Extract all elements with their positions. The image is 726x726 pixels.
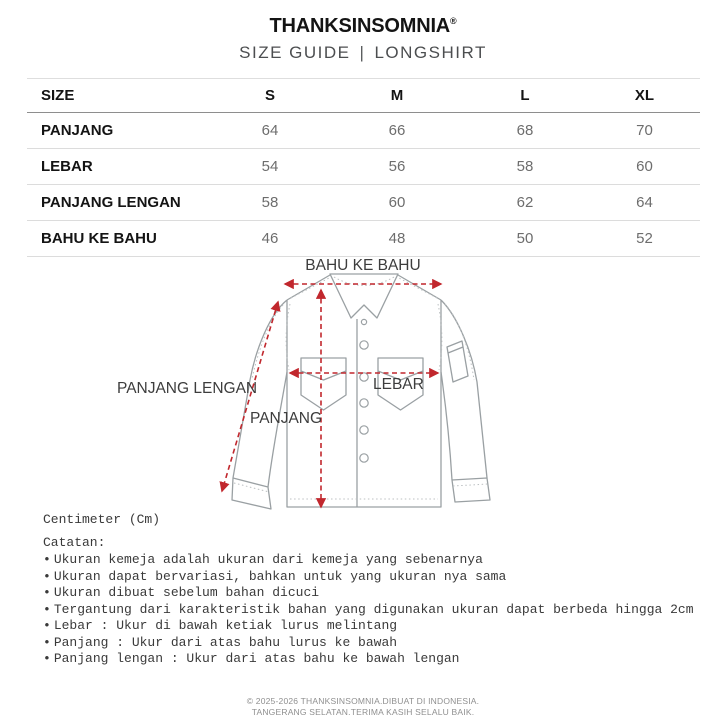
registered-trademark-icon: ® [450,16,457,26]
size-value: 68 [461,113,589,149]
size-table-header-row [27,79,700,113]
table-row [27,113,700,149]
column-header-s: S [207,79,333,113]
table-row [27,185,700,221]
table-row [27,149,700,185]
size-value: 58 [207,185,333,221]
size-value: 58 [461,149,589,185]
size-value: 52 [589,221,700,257]
brand-name: THANKSINSOMNIA [269,15,451,37]
footer [0,696,726,717]
bullet-icon: • [43,585,51,600]
row-label: PANJANG LENGAN [27,185,207,221]
size-value: 56 [333,149,461,185]
subtitle-size-guide: SIZE GUIDE [239,43,351,62]
column-header-m: M [333,79,461,113]
note-item: • Panjang : Ukur dari atas bahu lurus ke bawah [43,634,398,650]
size-value: 50 [461,221,589,257]
notes-list [43,552,694,668]
size-value: 48 [333,221,461,257]
size-table [27,78,700,257]
row-label: BAHU KE BAHU [27,221,207,257]
size-value: 60 [589,149,700,185]
label-lebar: LEBAR [373,376,424,393]
page-title [0,43,726,63]
size-value: 62 [461,185,589,221]
subtitle-divider: | [359,43,366,62]
footer-line-1: © 2025-2026 THANKSINSOMNIA.DIBUAT DI INDONESIA. [246,696,480,706]
bullet-icon: • [43,651,51,666]
row-label: PANJANG [27,113,207,149]
size-value: 64 [207,113,333,149]
shirt-outline [232,274,490,509]
size-value: 64 [589,185,700,221]
subtitle-product: LONGSHIRT [374,43,487,62]
note-item: • Ukuran kemeja adalah ukuran dari kemeja yang sebenarnya [43,552,483,567]
bullet-icon: • [43,618,51,633]
notes-heading: Catatan: [43,535,106,550]
size-value: 66 [333,113,461,149]
label-panjang-lengan: PANJANG LENGAN [117,380,258,397]
notes-section [43,512,694,668]
label-bahu-ke-bahu: BAHU KE BAHU [305,257,421,274]
column-header-size: SIZE [27,79,207,113]
bullet-icon: • [43,568,51,584]
shirt-measurement-diagram [0,252,726,520]
brand-title [0,15,726,38]
footer-line-2: TANGERANG SELATAN.TERIMA KASIH SELALU BAIK. [251,706,475,717]
column-header-l: L [461,79,589,113]
bullet-icon: • [43,552,51,567]
note-item: • Lebar : Ukur di bawah ketiak lurus melintang [43,618,398,633]
size-value: 54 [207,149,333,185]
note-item: • Ukuran dapat bervariasi, bahkan untuk yang ukuran nya sama [43,568,507,584]
size-value: 60 [333,185,461,221]
unit-label: Centimeter (Cm) [43,512,161,527]
note-item: • Tergantung dari karakteristik bahan yang digunakan ukuran dapat berbeda hingga 2cm [43,601,694,617]
size-value: 46 [207,221,333,257]
shirt-buttons [360,319,368,462]
label-panjang: PANJANG [250,410,323,427]
row-label: LEBAR [27,149,207,185]
size-value: 70 [589,113,700,149]
bullet-icon: • [43,634,51,650]
bullet-icon: • [43,601,51,617]
note-item: • Panjang lengan : Ukur dari atas bahu ke bawah lengan [43,651,460,666]
note-item: • Ukuran dibuat sebelum bahan dicuci [43,585,320,600]
column-header-xl: XL [589,79,700,113]
